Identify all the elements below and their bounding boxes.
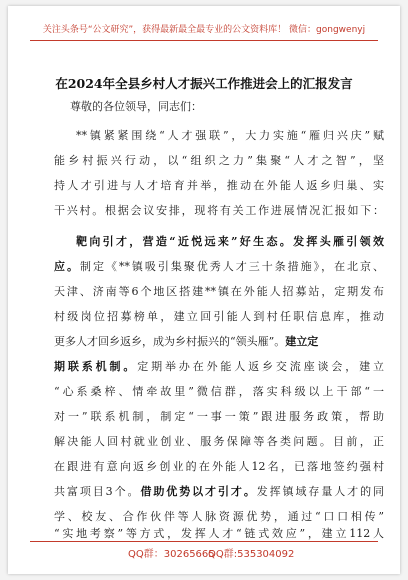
- body-text: 在跟进有意向返乡创业的在外能人12名，已落地签约强村: [54, 460, 384, 473]
- body-line: [54, 152, 384, 168]
- body-text: 村级岗位招募榜单，建立回引能人到村任职信息库，推动: [54, 310, 384, 323]
- body-line: [54, 308, 384, 324]
- body-line: [54, 177, 384, 193]
- body-text: 制定《**镇吸引集聚优秀人才三十条措施》，在北京、: [79, 260, 384, 273]
- bold-lead: 建立定: [285, 335, 319, 348]
- body-text: 干兴村。根据会议安排，现将有关工作进展情况汇报如下：: [54, 204, 384, 217]
- body-text: 天津、济南等6个地区搭建**镇在外能人招募站，定期发布: [54, 285, 384, 298]
- body-line: [54, 525, 384, 541]
- body-line: [54, 408, 384, 424]
- section-heading: 靶向引才，营造“近悦远来”好生态。发挥头雁引领效: [76, 235, 384, 248]
- body-text: **镇紧紧围绕“人才强联”，大力实施“雁归兴庆”赋: [76, 129, 384, 142]
- body-line: [54, 202, 384, 218]
- body-text: 学、校友、合作伙伴等人脉资源优势，通过“口口相传”: [54, 510, 384, 523]
- body-line: [54, 433, 384, 449]
- document-title: 在2024年全县乡村人才振兴工作推进会上的汇报发言: [55, 76, 353, 91]
- body-line: [54, 508, 384, 524]
- body-line: [54, 233, 384, 249]
- body-text: 解决能人回村就业创业、服务保障等各类问题。目前，正: [54, 435, 384, 448]
- bold-lead: 借助优势以才引才。: [140, 485, 257, 498]
- body-text: “心系桑梓、情牵故里”微信群，落实科级以上干部“一: [54, 385, 384, 398]
- body-text: 定期举办在外能人返乡交流座谈会，建立: [137, 360, 384, 373]
- body-line: [54, 127, 384, 143]
- body-text: 更多人才回乡返乡，成为乡村振兴的“领头雁”。: [54, 335, 286, 348]
- body-line: [54, 358, 384, 374]
- bold-lead: 期联系机制。: [54, 360, 138, 373]
- body-line: [54, 483, 384, 499]
- body-text: “实地考察”等方式，发挥人才“链式效应”，建立112人: [54, 527, 384, 540]
- footer-qq-group-1: QQ群：30265665: [128, 549, 215, 560]
- body-text: 持人才引进与人才培育并举，推动在外能人返乡归巢、实: [54, 179, 384, 192]
- body-line: [54, 258, 384, 274]
- body-text: 能乡村振兴行动，以“组织之力”集聚“人才之智”，坚: [54, 154, 384, 167]
- header-divider: [30, 40, 378, 41]
- body-line: [54, 333, 384, 349]
- body-line: [54, 458, 384, 474]
- body-line: [54, 283, 384, 299]
- bold-lead: 应。: [54, 260, 80, 273]
- footer-qq-group-2: QQ群:535304092: [208, 549, 295, 560]
- greeting: 尊敬的各位领导，同志们：: [70, 100, 202, 113]
- document-page: [8, 6, 400, 574]
- body-text: 发挥镇域存量人才的同: [256, 485, 384, 498]
- body-text: 对一”联系机制，制定“一事一策”跟进服务政策，帮助: [54, 410, 384, 423]
- header-banner: 关注头条号“公文研究”，获得最新最全最专业的公文资料库！ 微信：gongwenyj: [42, 25, 366, 35]
- body-text: 共富项目3个。: [54, 485, 141, 498]
- body-line: [54, 383, 384, 399]
- footer-divider: [30, 541, 378, 542]
